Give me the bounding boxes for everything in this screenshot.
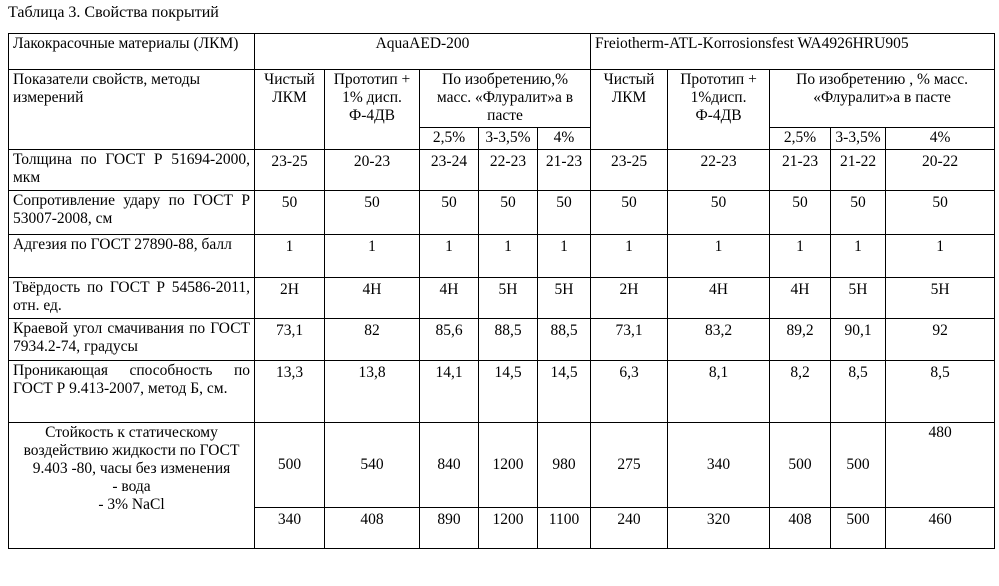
property-value: 4H [325, 278, 420, 319]
stab-nacl-value: 240 [591, 508, 668, 549]
props-label: Показатели свойств, методы измерений [9, 70, 255, 150]
table-row [9, 191, 995, 235]
property-value: 85,6 [420, 319, 479, 361]
property-value: 1 [668, 235, 770, 278]
m2-prototype-header: Прототип + 1%дисп. Ф-4ДВ [668, 70, 770, 150]
property-value: 20-23 [325, 150, 420, 191]
property-value: 73,1 [591, 319, 668, 361]
stab-water-value: 480 [886, 423, 995, 508]
property-value: 23-25 [255, 150, 325, 191]
property-value: 1 [538, 235, 591, 278]
table-row [9, 361, 995, 423]
stab-nacl-value: 340 [255, 508, 325, 549]
property-value: 20-22 [886, 150, 995, 191]
table-caption: Таблица 3. Свойства покрытий [8, 4, 219, 21]
stab-nacl-value: 1100 [538, 508, 591, 549]
property-value: 8,5 [831, 361, 886, 423]
property-value: 5H [886, 278, 995, 319]
properties-table [8, 33, 995, 549]
m2-pct-3-3-5: 3-3,5% [831, 128, 886, 150]
property-value: 4H [668, 278, 770, 319]
property-value: 13,8 [325, 361, 420, 423]
property-value: 8,2 [770, 361, 831, 423]
property-label: Проникающая способность по ГОСТ Р 9.413-2007, метод Б, см. [9, 361, 255, 423]
property-value: 83,2 [668, 319, 770, 361]
property-value: 50 [591, 191, 668, 235]
property-value: 1 [886, 235, 995, 278]
property-value: 1 [255, 235, 325, 278]
stab-water-value: 980 [538, 423, 591, 508]
table-row [9, 319, 995, 361]
property-value: 21-23 [770, 150, 831, 191]
property-label: Сопротивление удару по ГОСТ Р 53007-2008, см [9, 191, 255, 235]
property-value: 88,5 [538, 319, 591, 361]
property-value: 1 [479, 235, 538, 278]
property-value: 90,1 [831, 319, 886, 361]
property-value: 50 [479, 191, 538, 235]
stab-water-value: 340 [668, 423, 770, 508]
property-value: 5H [831, 278, 886, 319]
property-value: 5H [479, 278, 538, 319]
property-value: 21-22 [831, 150, 886, 191]
stab-nacl-value: 320 [668, 508, 770, 549]
material-2-header: Freiotherm-ATL-Korrosionsfest WA4926HRU905 [591, 34, 995, 70]
stab-water-value: 500 [770, 423, 831, 508]
stab-nacl-value: 408 [325, 508, 420, 549]
m1-prototype-header: Прототип + 1% дисп. Ф-4ДВ [325, 70, 420, 150]
property-value: 22-23 [479, 150, 538, 191]
property-value: 14,5 [538, 361, 591, 423]
material-1-header: AquaAED-200 [255, 34, 591, 70]
property-label: Толщина по ГОСТ Р 51694-2000, мкм [9, 150, 255, 191]
property-value: 88,5 [479, 319, 538, 361]
m1-pct-4: 4% [538, 128, 591, 150]
property-value: 14,5 [479, 361, 538, 423]
property-value: 50 [770, 191, 831, 235]
stab-nacl-value: 890 [420, 508, 479, 549]
table-row [9, 235, 995, 278]
stab-water-value: 500 [255, 423, 325, 508]
property-label: Твёрдость по ГОСТ Р 54586-2011, отн. ед. [9, 278, 255, 319]
property-value: 50 [886, 191, 995, 235]
property-value: 1 [831, 235, 886, 278]
stab-nacl-value: 460 [886, 508, 995, 549]
property-value: 50 [255, 191, 325, 235]
property-value: 23-25 [591, 150, 668, 191]
stab-water-value: 275 [591, 423, 668, 508]
property-value: 50 [538, 191, 591, 235]
property-value: 14,1 [420, 361, 479, 423]
property-value: 13,3 [255, 361, 325, 423]
stab-water-value: 500 [831, 423, 886, 508]
property-value: 50 [420, 191, 479, 235]
property-label: Краевой угол смачивания по ГОСТ 7934.2-74, градусы [9, 319, 255, 361]
property-value: 50 [325, 191, 420, 235]
property-value: 5H [538, 278, 591, 319]
m1-pct-2-5: 2,5% [420, 128, 479, 150]
m2-pure-header: Чистый ЛКМ [591, 70, 668, 150]
property-value: 22-23 [668, 150, 770, 191]
property-value: 8,5 [886, 361, 995, 423]
property-value: 92 [886, 319, 995, 361]
m1-pct-3-3-5: 3-3,5% [479, 128, 538, 150]
property-value: 89,2 [770, 319, 831, 361]
stab-water-value: 1200 [479, 423, 538, 508]
property-label: Адгезия по ГОСТ 27890-88, балл [9, 235, 255, 278]
m1-invention-header: По изобретению,% масс. «Флуралит»а в пасте [420, 70, 591, 128]
stab-water-value: 540 [325, 423, 420, 508]
property-value: 50 [668, 191, 770, 235]
property-value: 50 [831, 191, 886, 235]
property-value: 4H [770, 278, 831, 319]
table-row [9, 150, 995, 191]
property-value: 1 [591, 235, 668, 278]
m2-pct-2-5: 2,5% [770, 128, 831, 150]
stability-label: Стойкость к статическому воздействию жидкости по ГОСТ 9.403 -80, часы без изменения - вода - 3% NaCl [9, 423, 255, 549]
m1-pure-header: Чистый ЛКМ [255, 70, 325, 150]
property-value: 1 [770, 235, 831, 278]
lkm-label: Лакокрасочные материалы (ЛКМ) [9, 34, 255, 70]
property-value: 8,1 [668, 361, 770, 423]
stab-nacl-value: 500 [831, 508, 886, 549]
property-value: 1 [420, 235, 479, 278]
property-value: 1 [325, 235, 420, 278]
stab-nacl-value: 1200 [479, 508, 538, 549]
stab-nacl-value: 408 [770, 508, 831, 549]
property-value: 2H [591, 278, 668, 319]
property-value: 73,1 [255, 319, 325, 361]
table-row [9, 278, 995, 319]
property-value: 6,3 [591, 361, 668, 423]
property-value: 2H [255, 278, 325, 319]
m2-pct-4: 4% [886, 128, 995, 150]
property-value: 4H [420, 278, 479, 319]
property-value: 21-23 [538, 150, 591, 191]
m2-invention-header: По изобретению , % масс. «Флуралит»а в пасте [770, 70, 995, 128]
property-value: 82 [325, 319, 420, 361]
property-value: 23-24 [420, 150, 479, 191]
stab-water-value: 840 [420, 423, 479, 508]
